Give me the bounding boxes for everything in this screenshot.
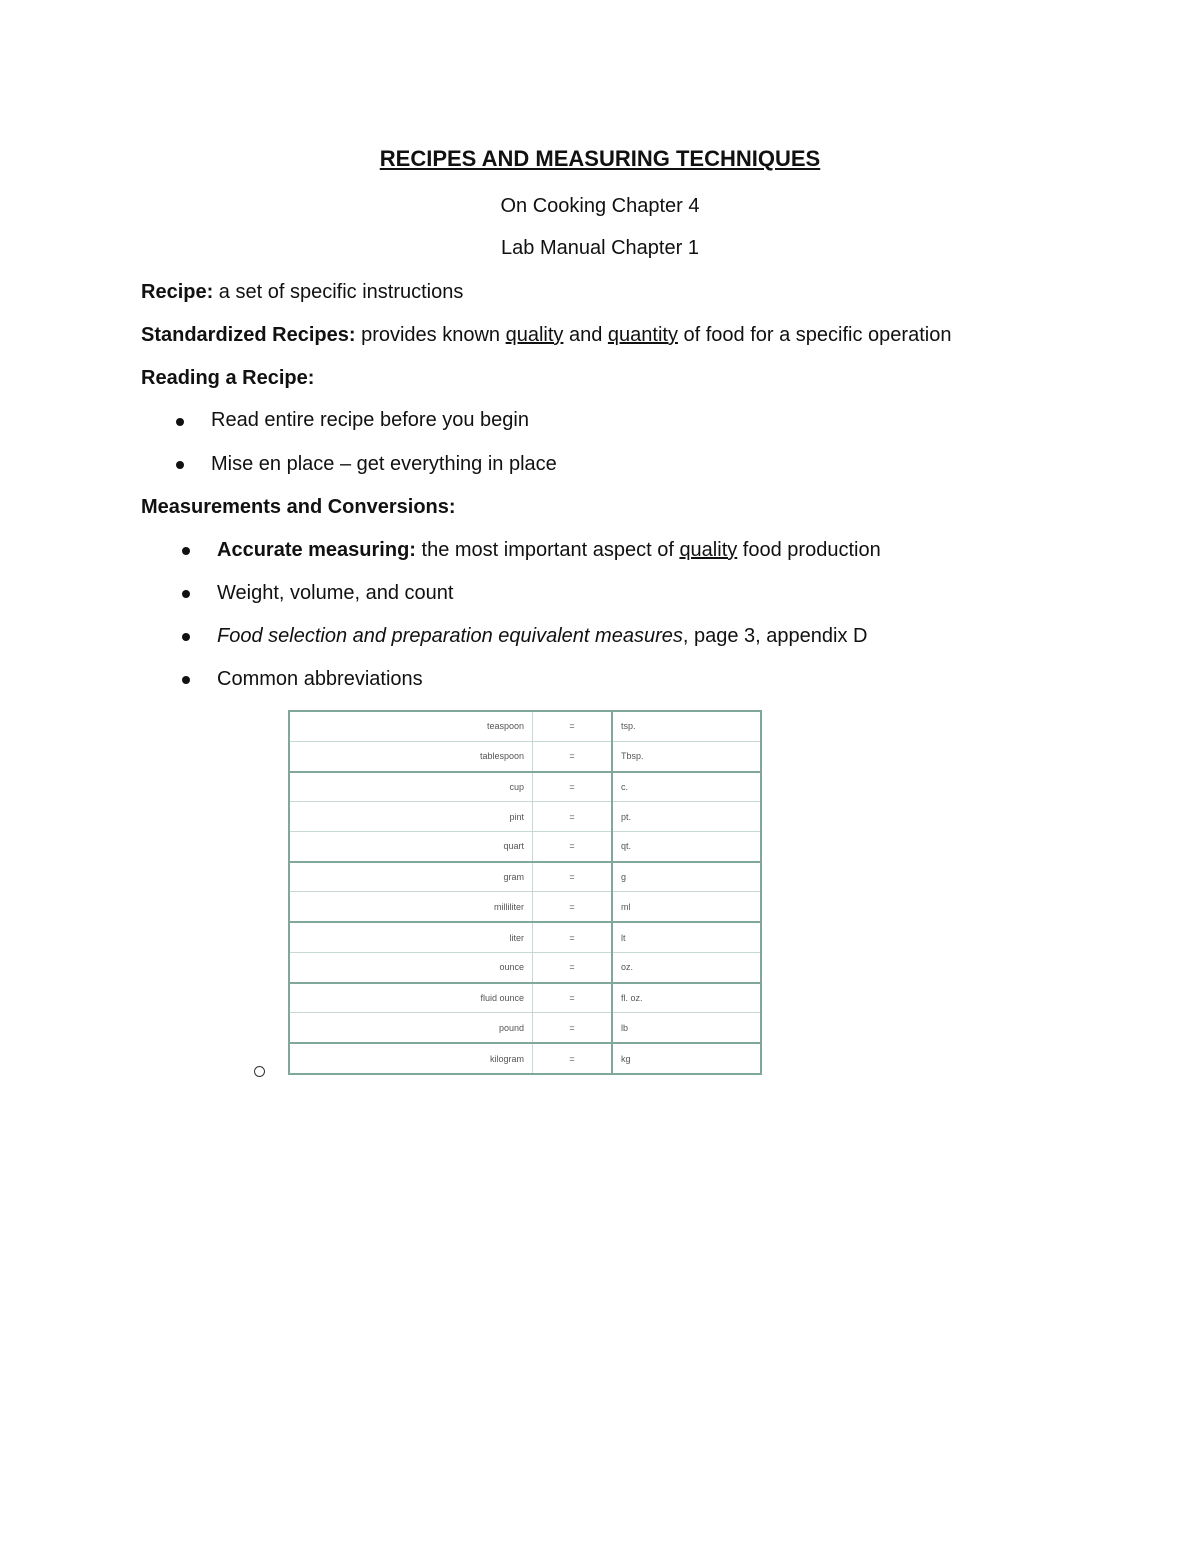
reading-bullet-1: Read entire recipe before you begin	[211, 409, 529, 431]
table-row	[289, 892, 761, 922]
equals-cell: =	[533, 831, 613, 861]
food-selection-italic-title: Food selection and preparation equivalent measures	[217, 625, 683, 647]
reading-heading-text: Reading a Recipe:	[141, 367, 315, 389]
bullet-dot-icon	[182, 590, 190, 598]
abbreviation-term-cell: liter	[289, 922, 533, 952]
recipe-definition	[141, 281, 463, 304]
abbreviation-term-cell: gram	[289, 862, 533, 892]
bullet-dot-icon	[182, 633, 190, 641]
bullet-dot-icon	[182, 676, 190, 684]
reading-bullet-2: Mise en place – get everything in place	[211, 453, 557, 475]
equals-cell: =	[533, 711, 613, 741]
bullet-dot-icon	[176, 418, 184, 426]
equals-cell: =	[533, 1013, 613, 1043]
bullet-dot-icon	[182, 547, 190, 555]
abbreviation-cell: lt	[612, 922, 761, 952]
table-row	[289, 1013, 761, 1043]
abbreviation-term-cell: ounce	[289, 952, 533, 982]
equals-cell: =	[533, 772, 613, 802]
equals-cell: =	[533, 802, 613, 832]
page-title: RECIPES AND MEASURING TECHNIQUES	[379, 146, 821, 171]
table-row	[289, 802, 761, 832]
abbreviation-cell: lb	[612, 1013, 761, 1043]
standardized-recipes-definition	[141, 324, 951, 347]
abbreviations-table-body	[289, 711, 761, 1074]
table-row	[289, 772, 761, 802]
table-row	[289, 711, 761, 741]
standardized-text-3: of food for a specific operation	[677, 324, 952, 346]
abbreviation-cell: Tbsp.	[612, 741, 761, 771]
reading-recipe-heading	[141, 367, 314, 390]
abbreviation-term-cell: cup	[289, 772, 533, 802]
accurate-text-2: food production	[737, 539, 881, 561]
recipe-definition-text: a set of specific instructions	[213, 281, 464, 303]
accurate-measuring-term: Accurate measuring:	[217, 539, 416, 561]
abbreviation-cell: fl. oz.	[612, 983, 761, 1013]
weight-volume-count-bullet: Weight, volume, and count	[217, 582, 454, 604]
equals-cell: =	[533, 892, 613, 922]
abbreviation-cell: kg	[612, 1043, 761, 1074]
subtitle-textbook: On Cooking Chapter 4	[500, 195, 700, 217]
common-abbreviations-bullet: Common abbreviations	[217, 668, 423, 690]
table-row	[289, 862, 761, 892]
equals-cell: =	[533, 862, 613, 892]
abbreviation-term-cell: teaspoon	[289, 711, 533, 741]
subtitle-lab-manual: Lab Manual Chapter 1	[501, 237, 699, 259]
equals-cell: =	[533, 741, 613, 771]
abbreviation-term-cell: tablespoon	[289, 741, 533, 771]
measurements-heading	[141, 496, 456, 519]
abbreviation-cell: qt.	[612, 831, 761, 861]
sub-bullet-circle-icon	[254, 1066, 265, 1077]
abbreviation-term-cell: kilogram	[289, 1043, 533, 1074]
abbreviation-term-cell: pound	[289, 1013, 533, 1043]
table-row	[289, 831, 761, 861]
abbreviation-cell: ml	[612, 892, 761, 922]
abbreviation-cell: c.	[612, 772, 761, 802]
abbreviation-term-cell: fluid ounce	[289, 983, 533, 1013]
table-row	[289, 952, 761, 982]
food-selection-bullet	[217, 625, 867, 648]
abbreviation-term-cell: milliliter	[289, 892, 533, 922]
table-row	[289, 983, 761, 1013]
abbreviation-cell: tsp.	[612, 711, 761, 741]
table-row	[289, 1043, 761, 1074]
accurate-quality-word: quality	[679, 539, 738, 561]
equals-cell: =	[533, 952, 613, 982]
abbreviations-table	[288, 710, 762, 1075]
abbreviation-cell: pt.	[612, 802, 761, 832]
table-row	[289, 922, 761, 952]
equals-cell: =	[533, 922, 613, 952]
abbreviation-cell: oz.	[612, 952, 761, 982]
standardized-quality-word: quality	[505, 324, 564, 346]
recipe-term: Recipe:	[141, 281, 214, 303]
abbreviation-term-cell: quart	[289, 831, 533, 861]
accurate-text-1: the most important aspect of	[415, 539, 680, 561]
abbreviation-cell: g	[612, 862, 761, 892]
abbreviation-term-cell: pint	[289, 802, 533, 832]
equals-cell: =	[533, 983, 613, 1013]
bullet-dot-icon	[176, 461, 184, 469]
table-row	[289, 741, 761, 771]
standardized-text-2: and	[563, 324, 608, 346]
measurements-heading-text: Measurements and Conversions:	[141, 496, 456, 518]
accurate-measuring-bullet	[217, 539, 881, 562]
standardized-text-1: provides known	[355, 324, 506, 346]
equals-cell: =	[533, 1043, 613, 1074]
standardized-term: Standardized Recipes:	[141, 324, 356, 346]
standardized-quantity-word: quantity	[607, 324, 678, 346]
food-selection-reference: , page 3, appendix D	[682, 625, 868, 647]
